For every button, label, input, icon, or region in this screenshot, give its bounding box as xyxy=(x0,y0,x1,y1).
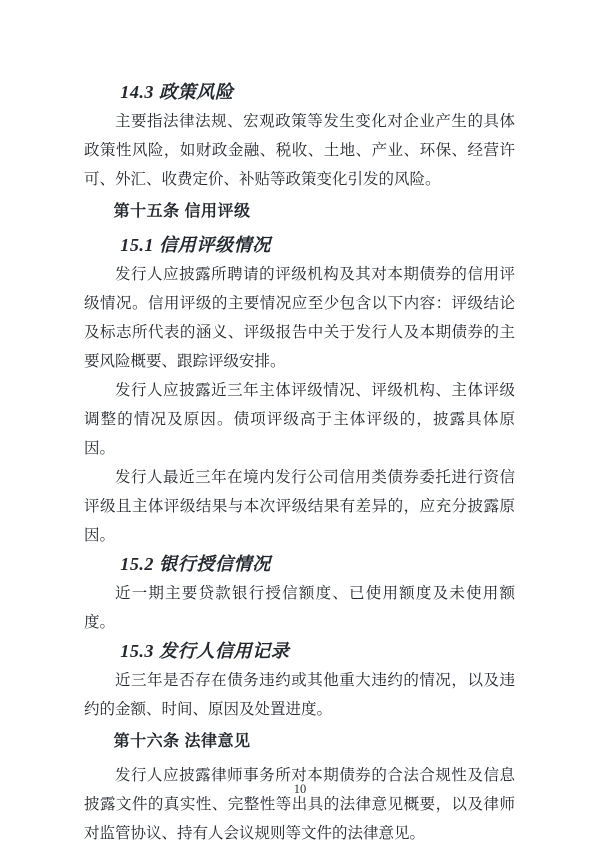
article-heading-16-legal-opinion: 第十六条 法律意见 xyxy=(113,733,251,750)
paragraph-policy-risk: 主要指法律法规、宏观政策等发生变化对企业产生的具体政策性风险，如财政金融、税收、土地、产业、环保、经营许可、外汇、收费定价、补贴等政策变化引发的风险。 xyxy=(84,113,515,188)
article-heading-15-credit-rating: 第十五条 信用评级 xyxy=(113,203,251,220)
paragraph-bank-credit: 近一期主要贷款银行授信额度、已使用额度及未使用额度。 xyxy=(84,585,515,631)
paragraph-credit-record: 近三年是否存在债务违约或其他重大违约的情况，以及违约的金额、时间、原因及处置进度。 xyxy=(84,672,515,718)
page-number: 10 xyxy=(293,782,307,796)
section-heading-14-3: 14.3 政策风险 xyxy=(120,82,234,102)
paragraph-rating-disclosure: 发行人应披露所聘请的评级机构及其对本期债券的信用评级情况。信用评级的主要情况应至少包含以下内容：评级结论及标志所代表的涵义、评级报告中关于发行人及本期债券的主要风险概要、跟踪评级安排。 xyxy=(84,266,515,370)
paragraph-rating-difference: 发行人最近三年在境内发行公司信用类债券委托进行资信评级且主体评级结果与本次评级结果有差异的，应充分披露原因。 xyxy=(84,469,515,544)
section-heading-15-3: 15.3 发行人信用记录 xyxy=(120,641,290,661)
section-heading-15-2: 15.2 银行授信情况 xyxy=(120,554,271,574)
document-body xyxy=(84,78,515,848)
paragraph-rating-history: 发行人应披露近三年主体评级情况、评级机构、主体评级调整的情况及原因。债项评级高于主体评级的，披露具体原因。 xyxy=(84,382,515,457)
paragraph-legal-opinion: 发行人应披露律师事务所对本期债券的合法合规性及信息披露文件的真实性、完整性等出具的法律意见概要，以及律师对监管协议、持有人会议规则等文件的法律意见。 xyxy=(84,767,515,842)
section-heading-15-1: 15.1 信用评级情况 xyxy=(120,235,271,255)
